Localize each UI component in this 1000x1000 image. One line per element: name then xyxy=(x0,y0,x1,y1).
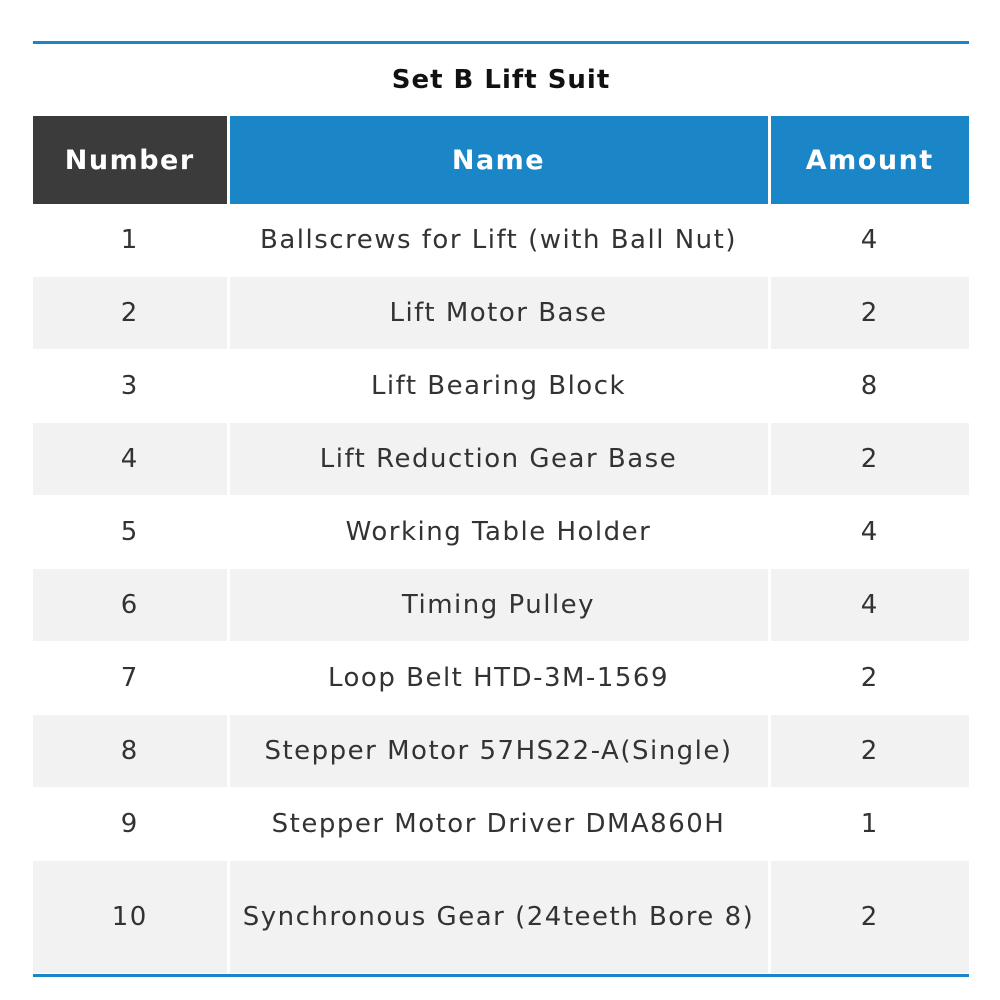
parts-table-container xyxy=(33,41,969,977)
cell-name: Lift Bearing Block xyxy=(228,350,769,423)
cell-number: 5 xyxy=(33,496,228,569)
table-row xyxy=(33,204,969,277)
cell-number: 9 xyxy=(33,788,228,861)
cell-number: 1 xyxy=(33,204,228,277)
table-row xyxy=(33,861,969,974)
cell-number: 2 xyxy=(33,277,228,350)
table-body xyxy=(33,204,969,974)
cell-number: 7 xyxy=(33,642,228,715)
cell-amount: 4 xyxy=(769,569,969,642)
cell-name: Loop Belt HTD-3M-1569 xyxy=(228,642,769,715)
cell-amount: 2 xyxy=(769,423,969,496)
table-row xyxy=(33,642,969,715)
cell-amount: 4 xyxy=(769,496,969,569)
header-row xyxy=(33,116,969,204)
cell-number: 10 xyxy=(33,861,228,974)
cell-amount: 8 xyxy=(769,350,969,423)
cell-number: 6 xyxy=(33,569,228,642)
cell-name: Stepper Motor 57HS22-A(Single) xyxy=(228,715,769,788)
cell-number: 4 xyxy=(33,423,228,496)
cell-name: Synchronous Gear (24teeth Bore 8) xyxy=(228,861,769,974)
table-row xyxy=(33,277,969,350)
parts-table xyxy=(33,116,969,974)
table-row xyxy=(33,788,969,861)
bottom-divider xyxy=(33,974,969,977)
table-caption: Set B Lift Suit xyxy=(391,65,611,95)
cell-number: 3 xyxy=(33,350,228,423)
cell-amount: 1 xyxy=(769,788,969,861)
cell-name: Lift Reduction Gear Base xyxy=(228,423,769,496)
header-amount: Amount xyxy=(769,116,969,204)
cell-number: 8 xyxy=(33,715,228,788)
table-row xyxy=(33,350,969,423)
cell-amount: 2 xyxy=(769,861,969,974)
table-row xyxy=(33,569,969,642)
table-row xyxy=(33,423,969,496)
table-row xyxy=(33,496,969,569)
header-name: Name xyxy=(228,116,769,204)
cell-name: Timing Pulley xyxy=(228,569,769,642)
cell-amount: 4 xyxy=(769,204,969,277)
cell-name: Ballscrews for Lift (with Ball Nut) xyxy=(228,204,769,277)
cell-amount: 2 xyxy=(769,642,969,715)
cell-name: Working Table Holder xyxy=(228,496,769,569)
header-number: Number xyxy=(33,116,228,204)
cell-amount: 2 xyxy=(769,715,969,788)
table-row xyxy=(33,715,969,788)
cell-name: Stepper Motor Driver DMA860H xyxy=(228,788,769,861)
cell-amount: 2 xyxy=(769,277,969,350)
cell-name: Lift Motor Base xyxy=(228,277,769,350)
